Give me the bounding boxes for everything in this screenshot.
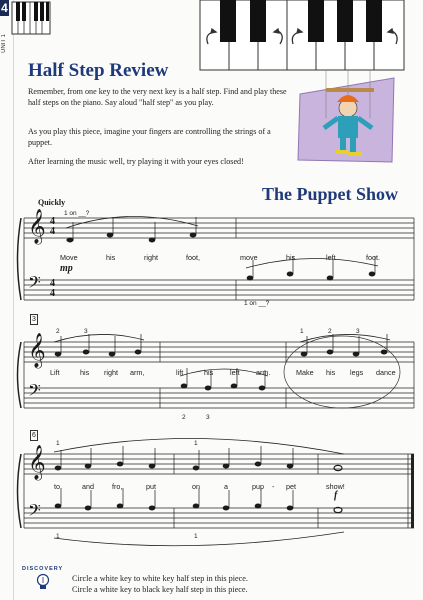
fingering-label: 2 (328, 328, 332, 335)
lyric: Lift (50, 368, 60, 377)
discovery-label: DISCOVERY (22, 566, 64, 572)
intro-paragraph-2: As you play this piece, imagine your fingers are controlling the strings of a puppet. (28, 127, 271, 147)
dynamic-marking: mp (60, 263, 73, 274)
lyric: arm. (256, 368, 271, 377)
fingering-label: 1 (194, 440, 198, 447)
lyric: show! (326, 482, 345, 491)
fingering-label: 2 (182, 414, 186, 421)
lyric: pup (252, 482, 264, 491)
intro-paragraph-3: After learning the music well, try playing it with your eyes closed! (28, 157, 244, 166)
fingering-label: 2 (56, 328, 60, 335)
lyric: and (82, 482, 94, 491)
bass-clef-icon: 𝄢 (28, 500, 41, 524)
lyric: Make (296, 368, 314, 377)
treble-clef-icon: 𝄞 (28, 333, 46, 368)
fingering-label: 1 on __? (64, 210, 90, 217)
bass-clef-icon: 𝄢 (28, 272, 41, 296)
fingering-label: 1 on __? (244, 300, 270, 307)
lyric: right (144, 253, 158, 262)
bass-clef-icon: 𝄢 (28, 380, 41, 404)
lyric: dance (376, 368, 396, 377)
page-title: Half Step Review (28, 60, 169, 81)
lyric: fro, (112, 482, 123, 491)
lyric: put (146, 482, 156, 491)
page-number: 4 (1, 1, 8, 15)
lyric: Move (60, 253, 78, 262)
fingering-label: 1 (56, 533, 60, 540)
lyric: left (230, 368, 240, 377)
lyric: legs (350, 368, 364, 377)
lyric: pet (286, 482, 296, 491)
lyric: a (224, 482, 228, 491)
fingering-label: 1 (194, 533, 198, 540)
treble-clef-icon: 𝄞 (28, 209, 46, 244)
dynamic-marking: f (334, 490, 338, 501)
measure-number: 3 (32, 316, 36, 323)
lyric: his (326, 368, 336, 377)
lyric: arm, (130, 368, 145, 377)
fingering-label: 3 (356, 328, 360, 335)
lyric: his (204, 368, 214, 377)
lyric: lift (176, 368, 184, 377)
time-signature-treble: 4 4 (50, 216, 55, 237)
lyric: foot, (186, 253, 200, 262)
unit-label: UNIT 1 (1, 34, 7, 53)
discovery-line-2: Circle a white key to black key half step in this piece. (72, 585, 248, 594)
fingering-label: 1 (300, 328, 304, 335)
fingering-label: 3 (84, 328, 88, 335)
lyric: right (104, 368, 118, 377)
lyric: to (54, 482, 60, 491)
discovery-line-1: Circle a white key to white key half step in this piece. (72, 574, 248, 583)
lyric: left (326, 253, 336, 262)
lyric: on (192, 482, 200, 491)
intro-paragraph-1: Remember, from one key to the very next key is a half step. Find and play these half steps on the piano. Say aloud "half step" as you play. (28, 87, 287, 107)
lyric: - (272, 482, 275, 491)
treble-clef-icon: 𝄞 (28, 445, 46, 480)
lyric: his (286, 253, 296, 262)
time-signature-bass: 4 4 (50, 278, 55, 299)
piece-title: The Puppet Show (262, 184, 399, 204)
tempo-marking: Quickly (38, 198, 66, 207)
lightbulb-icon (36, 574, 50, 592)
lyric: move (240, 253, 258, 262)
lyric: foot. (366, 253, 380, 262)
lyric: his (80, 368, 90, 377)
measure-number: 6 (32, 432, 36, 439)
fingering-label: 1 (56, 440, 60, 447)
lyric: his (106, 253, 116, 262)
fingering-label: 3 (206, 414, 210, 421)
